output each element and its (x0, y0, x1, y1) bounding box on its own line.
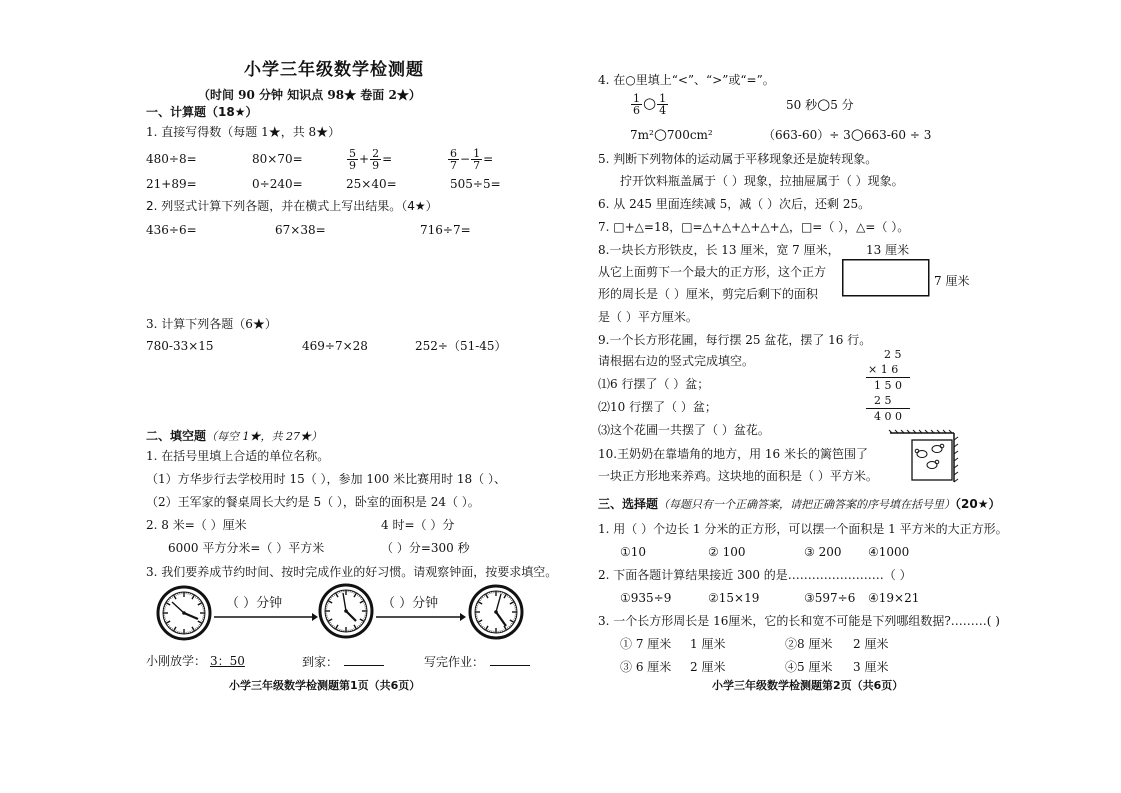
calc-fraction-sub: $\frac{6}{7}$ − $\frac{1}{7}$ = (450, 147, 494, 172)
finish-homework-row[interactable]: 写完作业： (424, 653, 530, 670)
compare-seconds-minutes[interactable]: 50 秒○5 分 (786, 95, 854, 113)
arrow-2 (376, 612, 466, 622)
q8-line2: 从它上面剪下一个最大的正方形，这个正方 (598, 265, 827, 279)
fill-q1-line1[interactable]: （1）方华步行去学校用时 15（ ），参加 100 米比赛用时 18（ ）、 (146, 472, 506, 486)
section-2-heading: 二、填空题（每空 1★，共 27★） (146, 429, 323, 443)
calc-fraction-add: $\frac{5}{9}$ + $\frac{2}{9}$ = (349, 147, 393, 172)
q6[interactable]: 6. 从 245 里面连续减 5，减（ ）次后，还剩 25。 (598, 197, 871, 211)
vertical-calc-2: 67×38= (275, 223, 326, 237)
rect-width-label: 7 厘米 (934, 274, 970, 288)
section-3-heading: 三、选择题（每题只有一个正确答案，请把正确答案的序号填在括号里）（20★） (598, 497, 1001, 511)
fill-q1-label: 1. 在括号里填上合适的单位名称。 (146, 449, 330, 463)
clock-leave-school-icon (156, 585, 212, 641)
compare-q4-label: 4. 在○里填上“<”、“>”或“=”。 (598, 73, 775, 87)
wall-corner-chicken-coop-icon (888, 430, 960, 484)
q5-label: 5. 判断下列物体的运动属于平移现象还是旋转现象。 (598, 152, 878, 166)
clock-finish-homework-icon (468, 584, 524, 640)
q9-answer1[interactable]: ⑴6 行摆了（ ）盆； (598, 377, 710, 391)
arrow-1 (214, 612, 318, 622)
q9-line2: 请根据右边的竖式完成填空。 (598, 354, 755, 368)
choice-q2-opt3[interactable]: ③597÷6 (804, 591, 856, 605)
gap-minutes-2[interactable]: （ ）分钟 (382, 596, 439, 611)
leave-school-row: 小刚放学： 3：50 (146, 654, 245, 668)
choice-q3-opt4[interactable]: ④5 厘米 (785, 660, 833, 674)
choice-q3-opt1[interactable]: ① 7 厘米 (620, 637, 672, 651)
arrive-home-row[interactable]: 到家： (302, 653, 384, 670)
q7[interactable]: 7. □+△=18，□=△+△+△+△+△，□=（ ），△=（ ）。 (598, 220, 910, 234)
choice-q1-opt2[interactable]: ② 100 (708, 545, 746, 559)
choice-q2-opt1[interactable]: ①935÷9 (620, 591, 672, 605)
calc-25-40: 25×40= (346, 177, 397, 191)
q8-line4[interactable]: 是（ ）平方厘米。 (598, 310, 698, 324)
vertical-calc-3: 716÷7= (420, 223, 471, 237)
choice-q3-opt3-width: 2 厘米 (690, 660, 726, 674)
choice-q2-opt2[interactable]: ②15×19 (708, 591, 760, 605)
choice-q1-label[interactable]: 1. 用（ ）个边长 1 分米的正方形，可以摆一个面积是 1 平方米的大正方形。 (598, 522, 1008, 536)
q9-line1: 9.一个长方形花圃，每行摆 25 盆花，摆了 16 行。 (598, 333, 872, 347)
fill-q1-line2[interactable]: （2）王军家的餐桌周长大约是 5（ ），卧室的面积是 24（ ）。 (146, 495, 480, 509)
page-title: 小学三年级数学检测题 (244, 60, 424, 80)
choice-q3-opt3[interactable]: ③ 6 厘米 (620, 660, 672, 674)
calc-21-89: 21+89= (146, 177, 197, 191)
q10-line2[interactable]: 一块正方形地来养鸡。这块地的面积是（ ）平方米。 (598, 469, 878, 483)
section-1-heading: 一、计算题（18★） (146, 105, 258, 119)
q10-line1: 10.王奶奶在靠墙角的地方，用 16 米长的篱笆围了 (598, 447, 868, 461)
compare-fraction[interactable]: $\frac{1}{6}$ ○ $\frac{1}{4}$ (633, 92, 667, 117)
rectangle-diagram (842, 259, 930, 297)
calc-505-5: 505÷5= (450, 177, 501, 191)
compare-expressions[interactable]: （663-60）÷ 3○663-60 ÷ 3 (763, 125, 932, 143)
rect-length-label: 13 厘米 (866, 243, 910, 257)
fill-q2-meter[interactable]: 2. 8 米=（ ）厘米 (146, 518, 247, 532)
choice-q1-opt1[interactable]: ①10 (620, 545, 647, 559)
gap-minutes-1[interactable]: （ ）分钟 (226, 596, 283, 611)
clock-arrive-home-icon (318, 583, 374, 639)
fill-q3-label: 3. 我们要养成节约时间、按时完成作业的好习惯。请观察钟面，按要求填空。 (146, 565, 558, 579)
exam-meta: （时间 90 分钟 知识点 98★ 卷面 2★） (198, 88, 421, 102)
choice-q3-opt1-width: 1 厘米 (690, 637, 726, 651)
calc-80-70: 80×70= (252, 152, 303, 166)
choice-q1-opt3[interactable]: ③ 200 (804, 545, 842, 559)
page-1-footer: 小学三年级数学检测题第1页（共6页） (229, 679, 421, 692)
q9-answer2[interactable]: ⑵10 行摆了（ ）盆； (598, 400, 717, 414)
calc-0-240: 0÷240= (252, 177, 303, 191)
choice-q2-opt4[interactable]: ④19×21 (868, 591, 920, 605)
calc-480-8: 480÷8= (146, 152, 197, 166)
vertical-calc-1: 436÷6= (146, 223, 197, 237)
mixed-calc-3: 252÷（51-45） (415, 339, 507, 353)
page-2-footer: 小学三年级数学检测题第2页（共6页） (712, 679, 904, 692)
choice-q2-label[interactable]: 2. 下面各题计算结果接近 300 的是……………………（ ） (598, 568, 912, 582)
choice-q3-label[interactable]: 3. 一个长方形周长是 16厘米，它的长和宽不可能是下列哪组数据?………( ) (598, 614, 1000, 628)
choice-q3-opt4-width: 3 厘米 (853, 660, 889, 674)
mixed-calc-2: 469÷7×28 (302, 339, 368, 353)
q9-answer3[interactable]: ⑶这个花圃一共摆了（ ）盆花。 (598, 423, 770, 437)
compare-area-units[interactable]: 7m²○700cm² (630, 125, 713, 143)
q5-answer-line[interactable]: 拧开饮料瓶盖属于（ ）现象，拉抽屉属于（ ）现象。 (620, 174, 904, 188)
q8-line3[interactable]: 形的周长是（ ）厘米，剪完后剩下的面积 (598, 287, 818, 301)
choice-q1-opt4[interactable]: ④1000 (868, 545, 910, 559)
fill-q2-seconds[interactable]: （ ）分=300 秒 (381, 541, 470, 555)
q8-line1: 8.一块长方形铁皮，长 13 厘米，宽 7 厘米， (598, 243, 840, 257)
q2-label: 2. 列竖式计算下列各题，并在横式上写出结果。（4★） (146, 199, 438, 213)
fill-q2-area[interactable]: 6000 平方分米=（ ）平方米 (168, 541, 325, 555)
q1-label: 1. 直接写得数（每题 1★，共 8★） (146, 125, 341, 139)
choice-q3-opt2-width: 2 厘米 (853, 637, 889, 651)
fill-q2-hour[interactable]: 4 时=（ ）分 (381, 518, 455, 532)
mixed-calc-1: 780-33×15 (146, 339, 214, 353)
q3-label: 3. 计算下列各题（6★） (146, 317, 277, 331)
choice-q3-opt2[interactable]: ②8 厘米 (785, 637, 833, 651)
